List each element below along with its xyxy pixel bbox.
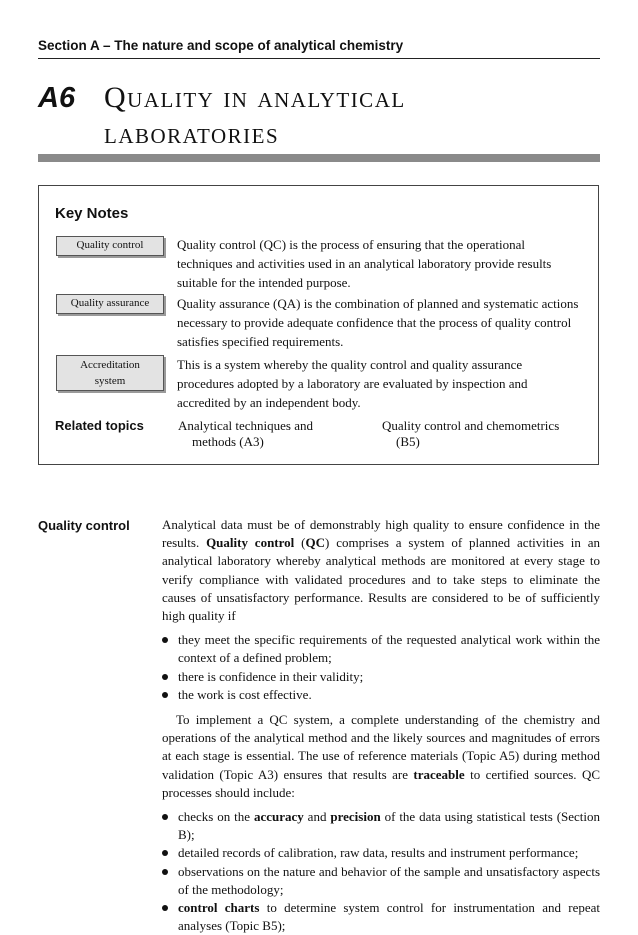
bullet-icon — [162, 869, 168, 875]
text: checks on the — [178, 809, 251, 825]
term-bold: Quality control — [206, 535, 295, 551]
note-label-quality-control — [56, 236, 164, 256]
note-label-line1: Accreditation — [80, 359, 140, 371]
text: and — [307, 809, 327, 825]
bullet-icon — [162, 905, 168, 911]
note-label-line2: system — [94, 375, 126, 387]
chapter-code: A6 — [38, 82, 76, 114]
term-bold: precision — [330, 809, 381, 825]
title-bar — [38, 154, 600, 162]
related-topic-line1: Analytical techniques and — [178, 418, 314, 433]
related-topic-b5[interactable] — [382, 418, 559, 450]
section-rule — [38, 58, 600, 59]
related-topics-label: Related topics — [55, 418, 144, 433]
note-label-accreditation-system — [56, 355, 164, 391]
list-item — [162, 668, 600, 686]
bullet-list — [162, 631, 600, 704]
note-label-text: Quality assurance — [70, 297, 150, 309]
chapter-title-line2: laboratories — [104, 117, 280, 150]
bullet-icon — [162, 850, 168, 856]
chapter-title-line1: uality in analytical — [127, 81, 406, 114]
note-text-quality-assurance: Quality assurance (QA) is the combination of planned and systematic actions necessary to provide adequate confidence that the process of quality control satisfies specified requirements. — [177, 296, 579, 349]
term-bold: control charts — [178, 900, 260, 916]
list-item — [162, 808, 600, 844]
text: to certified sources. QC processes should include: — [162, 766, 601, 800]
note-label-text: Quality control — [76, 239, 144, 251]
paragraph — [162, 516, 600, 625]
note-text-accreditation-system: This is a system whereby the quality control and quality assurance procedures adopted by a laboratory are evaluated by inspection and accredited by an independent body. — [177, 357, 528, 410]
term-bold: traceable — [413, 766, 465, 782]
text: to determine system control for instrumentation and repeat analyses (Topic B5); — [178, 900, 600, 934]
text: Analytical data must be of demonstrably high quality to ensure confidence in the results. — [162, 517, 600, 551]
section-header: Section A – The nature and scope of analytical chemistry — [38, 38, 404, 53]
text: detailed records of calibration, raw data, results and instrument performance; — [178, 845, 579, 861]
related-topic-line1: Quality control and chemometrics — [382, 418, 560, 433]
key-notes-title: Key Notes — [55, 205, 129, 222]
text: ( — [301, 535, 306, 551]
bullet-icon — [162, 692, 168, 698]
list-item — [162, 631, 600, 667]
paragraph — [162, 711, 600, 802]
list-item — [162, 863, 600, 899]
list-item — [162, 686, 600, 704]
term-bold: QC — [305, 535, 325, 551]
list-item — [162, 844, 600, 862]
note-text-quality-control: Quality control (QC) is the process of ensuring that the operational techniques and activities used in an analytical laboratory provide results suitable for the intended purpose. — [177, 237, 552, 290]
bullet-list — [162, 808, 600, 935]
related-topic-line2: (B5) — [396, 434, 420, 449]
text: of the data using statistical tests (Section B); — [178, 809, 601, 843]
list-item — [162, 899, 600, 935]
bullet-icon — [162, 674, 168, 680]
related-topic-a3[interactable] — [178, 418, 313, 450]
chapter-title — [104, 80, 406, 152]
text: comprises a system of planned activities in an analytical laboratory whereby analytical methods are monitored at every stage to verify compliance with validated procedures and to take steps to eliminate the causes of unsatisfactory performance. Results are considered to be of sufficiently high quality if — [162, 535, 601, 624]
text: the work is cost effective. — [178, 686, 312, 702]
bullet-icon — [162, 814, 168, 820]
text: they meet the specific requirements of the requested analytical work within the context of a defined problem; — [178, 632, 600, 666]
text: there is confidence in their validity; — [178, 668, 364, 684]
text: To implement a QC system, a complete understanding of the chemistry and operations of the analytical method and the likely sources and magnitudes of errors at each stage is essential. The use of reference materials (Topic A5) during method validation (Topic A3) ensures that results are — [162, 712, 600, 782]
text: observations on the nature and behavior of the sample and unsatisfactory aspects of the methodology; — [178, 863, 600, 897]
bullet-icon — [162, 637, 168, 643]
term-bold: accuracy — [253, 809, 304, 825]
chapter-title-initial: Q — [104, 81, 128, 114]
quality-control-body — [162, 516, 600, 935]
quality-control-heading: Quality control — [38, 518, 130, 533]
text: ) — [325, 535, 330, 551]
note-label-quality-assurance — [56, 294, 164, 314]
related-topic-line2: methods (A3) — [192, 434, 264, 449]
